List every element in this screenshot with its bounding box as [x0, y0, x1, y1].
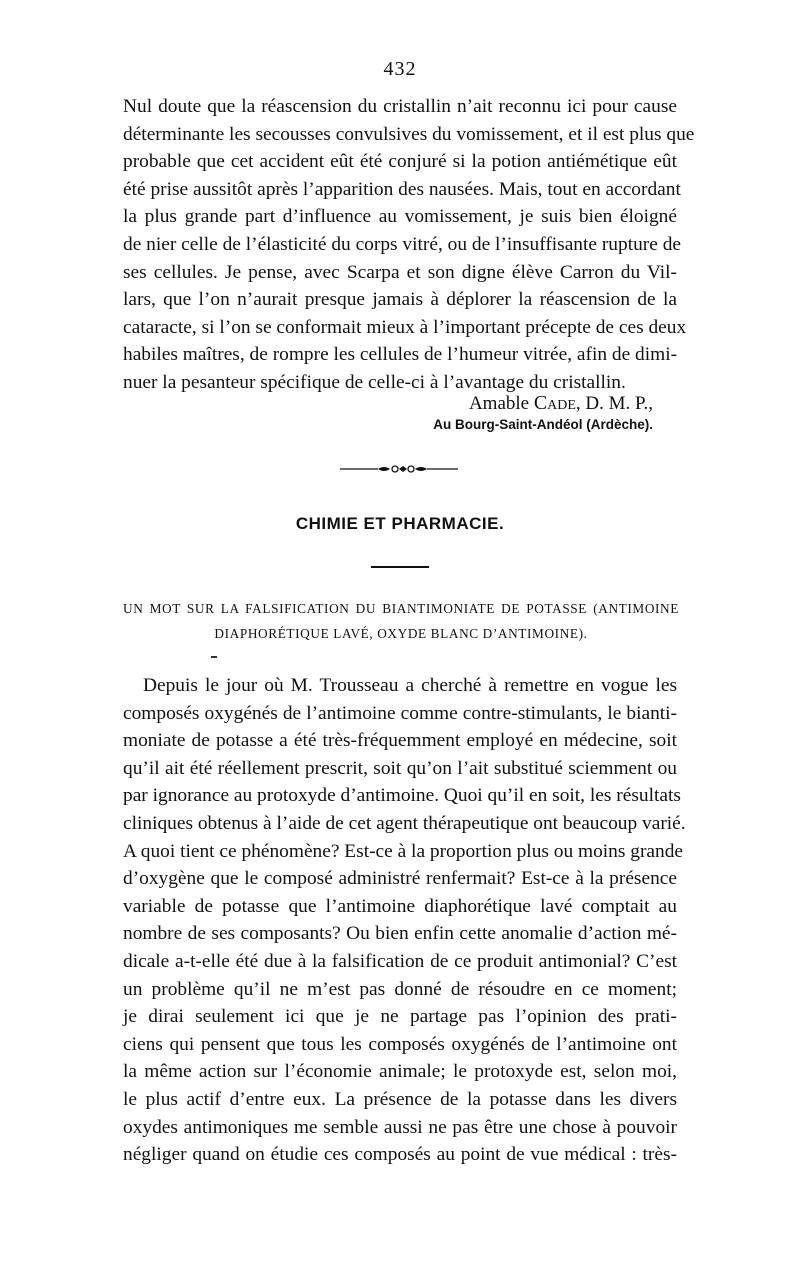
- text-line: la plus grande part d’influence au vomissement, je suis bien éloigné: [123, 206, 677, 228]
- text-line: nuer la pesanteur spécifique de celle-ci à l’avantage du cristallin.: [123, 371, 626, 393]
- article-body: [123, 672, 686, 1169]
- text-line: nombre de ses composants? Ou bien enfin cette anomalie d’action mé-: [123, 923, 677, 945]
- text-line: ses cellules. Je pense, avec Scarpa et son digne élève Carron du Vil-: [123, 261, 677, 283]
- text-line: composés oxygénés de l’antimoine comme contre-stimulants, le bianti-: [123, 702, 677, 724]
- signature-surname: Cade: [533, 392, 576, 414]
- page-number: 432: [383, 58, 417, 80]
- signature-place: Au Bourg-Saint-Andéol (Ardèche).: [433, 417, 653, 432]
- stray-mark: [211, 656, 217, 658]
- signature-author: [469, 392, 653, 415]
- text-line: ciens qui pensent que tous les composés oxygénés de l’antimoine ont: [123, 1033, 677, 1055]
- text-line: je dirai seulement ici que je ne partage pas l’opinion des prati-: [123, 1006, 677, 1028]
- text-line: A quoi tient ce phénomène? Est-ce à la proportion plus ou moins grande: [123, 840, 684, 862]
- text-line: la même action sur l’économie animale; le protoxyde est, selon moi,: [123, 1061, 677, 1083]
- text-line: cliniques obtenus à l’aide de cet agent thérapeutique ont beaucoup varié.: [123, 812, 686, 834]
- text-line: qu’il ait été réellement prescrit, soit qu’on l’ait substitué sciemment ou: [123, 757, 677, 779]
- text-line: négliger quand on étudie ces composés au point de vue médical : très-: [123, 1144, 677, 1166]
- text-line: Nul doute que la réascension du cristallin n’ait reconnu ici pour cause: [123, 96, 677, 117]
- text-line: un problème qu’il ne m’est pas donné de résoudre en ce moment;: [123, 978, 677, 1000]
- article-title: [123, 596, 679, 646]
- signature-first-name: Amable: [468, 393, 534, 414]
- text-line: été prise aussitôt après l’apparition des nausées. Mais, tout en accordant: [123, 178, 681, 200]
- text-line: cataracte, si l’on se conformait mieux à l’important précepte de ces deux: [123, 316, 687, 338]
- text-line: Depuis le jour où M. Trousseau a cherché à remettre en vogue les: [143, 675, 677, 696]
- article-title-line: UN MOT SUR LA FALSIFICATION DU BIANTIMONIATE DE POTASSE (ANTIMOINE: [123, 601, 679, 616]
- article-title-line: DIAPHORÉTIQUE LAVÉ, OXYDE BLANC D’ANTIMOINE).: [214, 626, 588, 641]
- text-line: par ignorance au protoxyde d’antimoine. Quoi qu’il en soit, les résultats: [123, 785, 681, 807]
- paragraph-continued: [123, 93, 695, 397]
- ornament-divider: [340, 464, 458, 474]
- signature-title: , D. M. P.,: [575, 393, 653, 414]
- text-line: le plus actif d’entre eux. La présence de la potasse dans les divers: [123, 1088, 677, 1110]
- heading-rule: [371, 566, 429, 568]
- section-heading: CHIMIE ET PHARMACIE.: [295, 514, 505, 533]
- text-line: déterminante les secousses convulsives du vomissement, et il est plus que: [123, 123, 695, 145]
- text-line: oxydes antimoniques me semble aussi ne pas être une chose à pouvoir: [123, 1116, 677, 1138]
- text-line: d’oxygène que le composé administré renfermait? Est-ce à la présence: [123, 868, 677, 890]
- text-line: moniate de potasse a été très-fréquemment employé en médecine, soit: [123, 730, 677, 752]
- text-line: habiles maîtres, de rompre les cellules de l’humeur vitrée, afin de dimi-: [123, 344, 678, 366]
- text-line: de nier celle de l’élasticité du corps vitré, ou de l’insuffisante rupture de: [123, 233, 681, 255]
- text-line: probable que cet accident eût été conjuré si la potion antiémétique eût: [123, 151, 677, 173]
- text-line: lars, que l’on n’aurait presque jamais à déplorer la réascension de la: [123, 289, 677, 311]
- text-line: variable de potasse que l’antimoine diaphorétique lavé comptait au: [123, 895, 677, 917]
- text-line: dicale a-t-elle été due à la falsification de ce produit antimonial? C’est: [123, 950, 677, 972]
